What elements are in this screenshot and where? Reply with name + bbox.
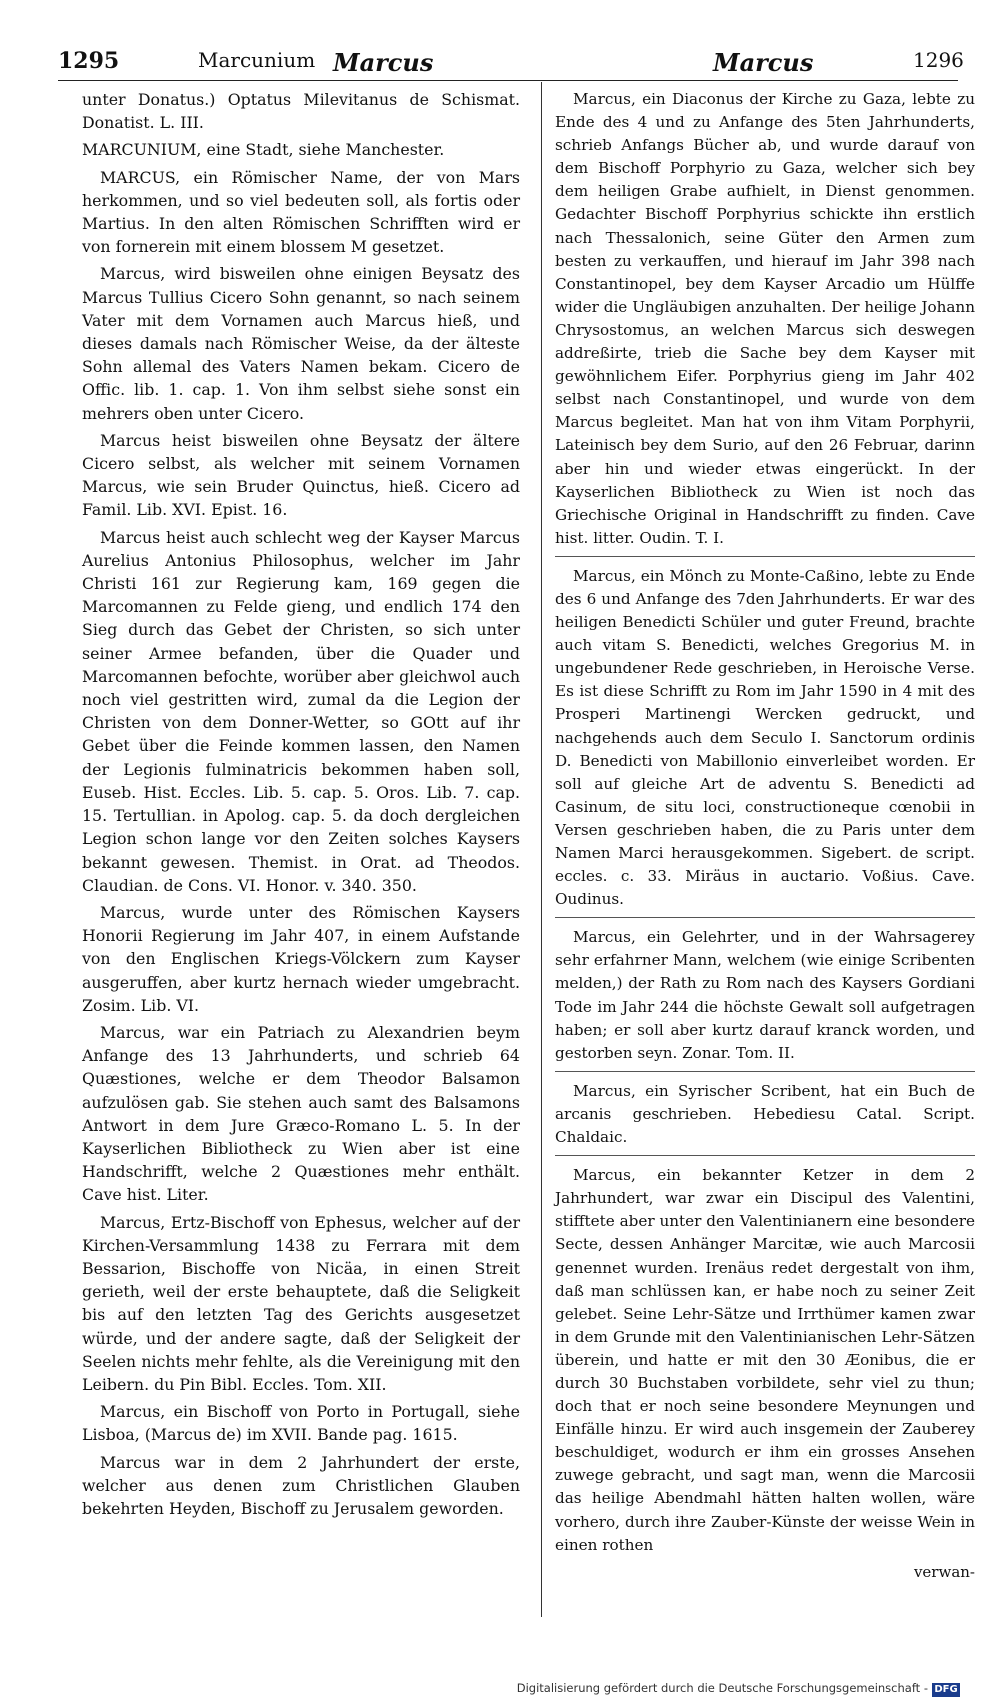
entry-separator xyxy=(555,917,975,918)
catchword: verwan- xyxy=(913,1562,975,1581)
right-column xyxy=(555,88,975,1584)
entry-paragraph: Marcus war in dem 2 Jahrhundert der erste, welcher aus denen zum Christlichen Glauben bekehrten Heyden, Bischoff zu Jerusalem geworden. xyxy=(82,1452,520,1518)
dfg-logo-badge: DFG xyxy=(932,1683,960,1697)
entry-paragraph: Marcus, ein Diaconus der Kirche zu Gaza, lebte zu Ende des 4 und zu Anfange des 5ten Jahrhunderts, schrieb Anfangs Bücher ab, und wurde darauf von dem Bischoff Porphyrio zu Gaza, welcher sich bey dem heiligen Grabe aufhielt, in Dienst genommen. Gedachter Bischoff Porphyrius schickte ihn erstlich nach Thessalonich, seine Güter den Armen zum besten zu verkauffen, und hierauf im Jahr 398 nach Constantinopel, bey dem Kayser Arcadio um Hülffe wider die Ungläubigen anzuhalten. Der heilige Johann Chrysostomus, an welchen Marcus sich deswegen addreßirte, trieb die Sache bey dem Kayser mit gewöhnlichem Eifer. Porphyrius gieng im Jahr 402 selbst nach Constantinopel, und wurde von dem Marcus begleitet. Man hat von ihm Vitam Porphyrii, Lateinisch bey dem Surio, auf den 26 Februar, darinn aber hin und wieder etwas eingerückt. In der Kayserlichen Bibliotheck zu Wien ist noch das Griechische Original in Handschrifft zu finden. Cave hist. litter. Oudin. T. I. xyxy=(555,90,975,547)
entry-paragraph: Marcus, wurde unter des Römischen Kaysers Honorii Regierung im Jahr 407, in einem Aufstande von den Englischen Kriegs-Völckern zum Kayser ausgeruffen, aber kurtz hernach wieder umgebracht. Zosim. Lib. VI. xyxy=(82,902,520,1015)
entry-paragraph: Marcus, wird bisweilen ohne einigen Beysatz des Marcus Tullius Cicero Sohn genannt, so nach seinem Vater mit dem Vornamen auch Marcus hieß, und dieses damals nach Römischer Weise, da der älteste Sohn allemal des Vaters Namen bekam. Cicero de Offic. lib. 1. cap. 1. Von ihm selbst siehe sonst ein mehrers oben unter Cicero. xyxy=(82,264,520,423)
entry-paragraph: Marcus, Ertz-Bischoff von Ephesus, welcher auf der Kirchen-Versammlung 1438 zu Ferrara mit dem Bessarion, Bischoffe von Nicäa, in einen Streit gerieth, weil der erste behauptete, daß die Seligkeit bis auf den letzten Tag des Gerichts ausgesetzet würde, und der andere sagte, daß der Seligkeit der Seelen nichts mehr fehlte, als die Vereinigung mit den Leibern. du Pin Bibl. Eccles. Tom. XII. xyxy=(82,1212,520,1394)
entry-paragraph: Marcus, ein Mönch zu Monte-Caßino, lebte zu Ende des 6 und Anfange des 7den Jahrhunderts. Er war des heiligen Benedicti Schüler und guter Freund, brachte auch vitam S. Benedicti, welches Gregorius M. in ungebundener Rede geschrieben, in Heroische Verse. Es ist diese Schrifft zu Rom im Jahr 1590 in 4 mit des Prosperi Martinengi Wercken gedruckt, und nachgehends auch dem Seculo I. Sanctorum ordinis D. Benedicti von Mabillonio einverleibet worden. Er soll auf gleiche Art de adventu S. Benedicti ad Casinum, de situ loci, constructioneque cœnobii in Versen geschrieben haben, die zu Paris unter dem Namen Marci herausgekommen. Sigebert. de script. eccles. c. 33. Miräus in auctario. Voßius. Cave. Oudinus. xyxy=(555,566,975,909)
header-left-word-1: Marcunium xyxy=(198,48,316,72)
page-number-left: 1295 xyxy=(58,48,120,74)
header-left-word-2: Marcus xyxy=(333,48,434,77)
entry-paragraph: Marcus, ein bekannter Ketzer in dem 2 Jahrhundert, war zwar ein Discipul des Valentini, stifftete aber unter den Valentinianern eine besondere Secte, dessen Anhänger Marcitæ, wie auch Marcosii genennet wurden. Irenäus redet dergestalt von ihm, daß man schlüssen kan, er habe noch zu seiner Zeit gelebet. Seine Lehr-Sätze und Irrthümer kamen zwar in dem Grunde mit den Valentinianischen Lehr-Sätzen überein, und hatte er mit den 30 Æonibus, die er durch 30 Buchstaben vorbildete, sehr viel zu thun; doch that er noch seine besondere Meynungen und Einfälle hinzu. Er wird auch insgemein der Zauberey beschuldiget, wodurch er ihm ein grosses Ansehen zuwege gebracht, und sagt man, wenn die Marcosii das heilige Abendmahl hätten halten wollen, wäre vorhero, durch ihre Zauber-Künste der weisse Wein in einen rothen xyxy=(555,1166,975,1554)
entry-paragraph: Marcus heist bisweilen ohne Beysatz der ältere Cicero selbst, als welcher mit seinem Vornamen Marcus, wie sein Bruder Quinctus, hieß. Cicero ad Famil. Lib. XVI. Epist. 16. xyxy=(82,430,520,520)
entry-paragraph: Marcus, ein Gelehrter, und in der Wahrsagerey sehr erfahrner Mann, welchem (wie einige Scribenten melden,) der Rath zu Rom nach des Kaysers Gordiani Tode im Jahr 244 die höchste Gewalt soll aufgetragen haben; er soll aber kurtz darauf kranck worden, und gestorben seyn. Zonar. Tom. II. xyxy=(555,928,975,1062)
entry-paragraph: Marcus, war ein Patriach zu Alexandrien beym Anfange des 13 Jahrhunderts, und schrieb 64 Quæstiones, welche er dem Theodor Balsamon aufzulösen gab. Sie stehen auch samt des Balsamons Antwort in dem Jure Græco-Romano L. 5. In der Kayserlichen Bibliotheck zu Wien aber ist eine Handschrifft, welche 2 Quæstiones mehr enthält. Cave hist. Liter. xyxy=(82,1022,520,1205)
header-rule xyxy=(58,80,958,81)
entry-separator xyxy=(555,556,975,557)
entry-separator xyxy=(555,1155,975,1156)
left-column xyxy=(82,88,520,1524)
entry-paragraph: Marcus, ein Syrischer Scribent, hat ein Buch de arcanis geschrieben. Hebediesu Catal. Script. Chaldaic. xyxy=(555,1081,975,1147)
column-divider xyxy=(541,82,542,1617)
page-number-right: 1296 xyxy=(913,48,964,72)
entry-paragraph: Marcus heist auch schlecht weg der Kayser Marcus Aurelius Antonius Philosophus, welcher im Jahr Christi 161 zur Regierung kam, 169 gegen die Marcomannen zu Felde gieng, und endlich 174 den Sieg durch das Gebet der Christen, so sich unter seiner Armee befanden, über die Quader und Marcomannen befochte, worüber aber gleichwol auch noch viel gestritten wird, zumal da die Legion der Christen von dem Donner-Wetter, so GOtt auf ihr Gebet über die Feinde kommen lassen, den Namen der Legionis fulminatricis bekommen haben soll, Euseb. Hist. Eccles. Lib. 5. cap. 5. Oros. Lib. 7. cap. 15. Tertullian. in Apolog. cap. 5. da doch dergleichen Legion schon lange vor den Zeiten solches Kaysers bekannt gewesen. Themist. in Orat. ad Theodos. Claudian. de Cons. VI. Honor. v. 340. 350. xyxy=(82,527,520,895)
entry-paragraph: MARCUS, ein Römischer Name, der von Mars herkommen, und so viel bedeuten soll, als fortis oder Martius. In den alten Römischen Schrifften wird er von fornerein mit einem blossem M gesetzet. xyxy=(82,167,520,257)
header-right-word: Marcus xyxy=(713,48,814,77)
running-header xyxy=(58,48,964,78)
entry-paragraph: MARCUNIUM, eine Stadt, siehe Manchester. xyxy=(82,140,445,160)
digitization-credit: Digitalisierung gefördert durch die Deutsche Forschungsgemeinschaft - xyxy=(516,1681,928,1695)
entry-paragraph: Marcus, ein Bischoff von Porto in Portugall, siehe Lisboa, (Marcus de) im XVII. Bande pag. 1615. xyxy=(82,1402,520,1445)
entry-separator xyxy=(555,1071,975,1072)
entry-paragraph: unter Donatus.) Optatus Milevitanus de Schismat. Donatist. L. III. xyxy=(82,90,520,133)
